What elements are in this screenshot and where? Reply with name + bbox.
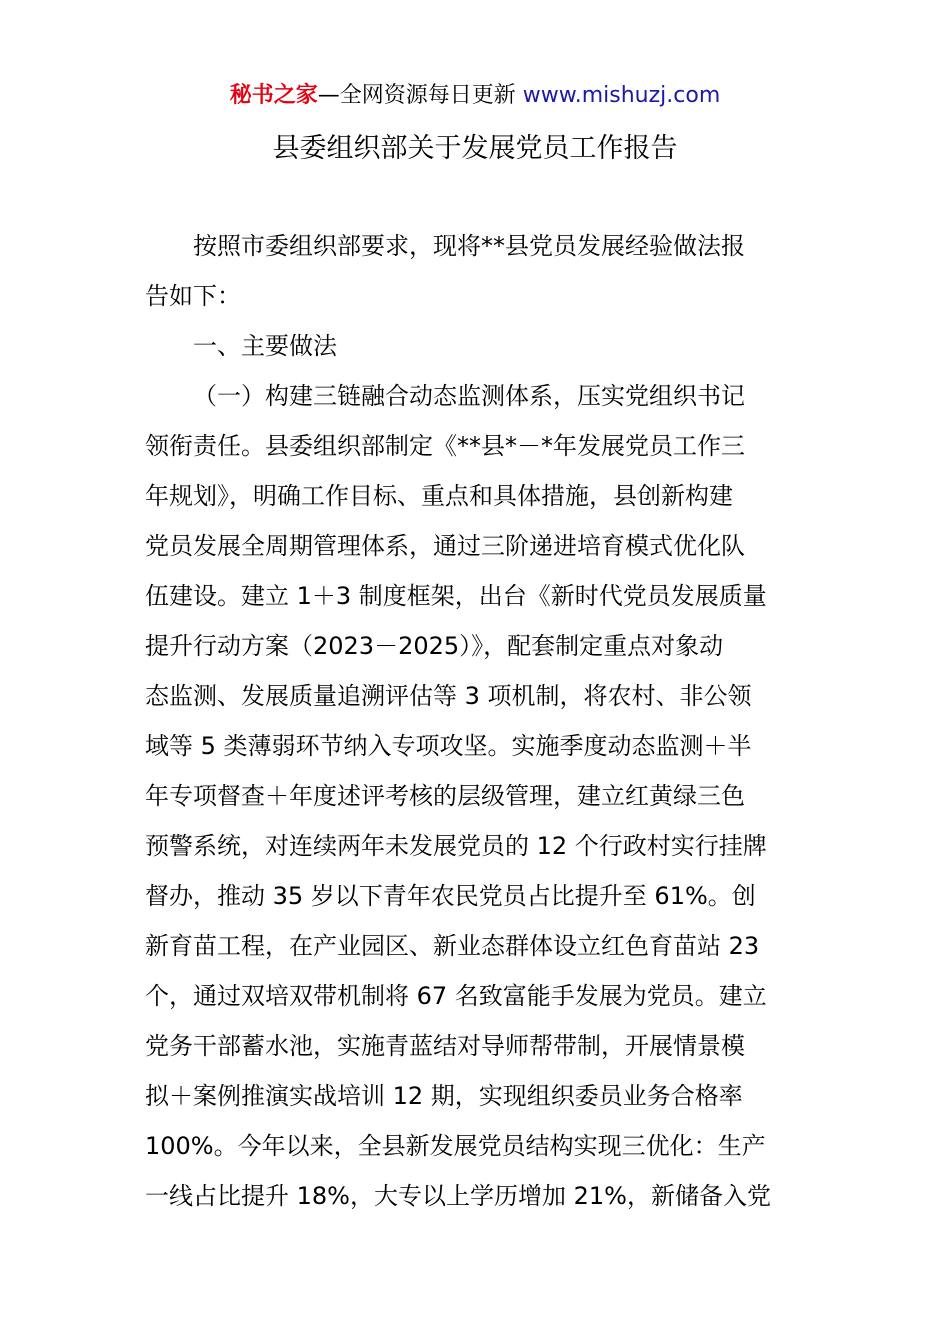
- site-url-link[interactable]: www.mishuzj.com: [522, 83, 721, 108]
- paragraph-line: 伍建设。建立 1＋3 制度框架，出台《新时代党员发展质量: [145, 582, 767, 610]
- paragraph-line: 党员发展全周期管理体系，通过三阶递进培育模式优化队: [145, 532, 745, 560]
- paragraph-line: 督办，推动 35 岁以下青年农民党员占比提升至 61%。创: [145, 882, 756, 910]
- subsection-heading: （一）构建三链融合动态监测体系，压实党组织书记: [193, 382, 745, 410]
- paragraph-line: 年规划》，明确工作目标、重点和具体措施，县创新构建: [145, 482, 733, 510]
- banner-slogan: —全网资源每日更新: [317, 83, 523, 108]
- section-heading: 一、主要做法: [193, 332, 337, 360]
- paragraph-line: 党务干部蓄水池，实施青蓝结对导师帮带制，开展情景模: [145, 1032, 745, 1060]
- paragraph-line: 领衔责任。县委组织部制定《**县*－*年发展党员工作三: [145, 432, 745, 460]
- document-title: 县委组织部关于发展党员工作报告: [272, 133, 678, 164]
- paragraph-line: 拟＋案例推演实战培训 12 期，实现组织委员业务合格率: [145, 1082, 743, 1110]
- paragraph-line: 告如下：: [145, 282, 241, 310]
- paragraph-line: 预警系统，对连续两年未发展党员的 12 个行政村实行挂牌: [145, 832, 767, 860]
- paragraph-line: 年专项督查＋年度述评考核的层级管理，建立红黄绿三色: [145, 782, 745, 810]
- document-body: [145, 221, 807, 1221]
- paragraph-line: 新育苗工程，在产业园区、新业态群体设立红色育苗站 23: [145, 932, 760, 960]
- paragraph-line: 提升行动方案（2023－2025）》，配套制定重点对象动: [145, 632, 724, 660]
- paragraph-line: 按照市委组织部要求，现将**县党员发展经验做法报: [193, 232, 745, 260]
- paragraph-line: 态监测、发展质量追溯评估等 3 项机制，将农村、非公领: [145, 682, 752, 710]
- paragraph-line: 个，通过双培双带机制将 67 名致富能手发展为党员。建立: [145, 982, 767, 1010]
- site-banner: [0, 80, 950, 112]
- paragraph-line: 域等 5 类薄弱环节纳入专项攻坚。实施季度动态监测＋半: [145, 732, 752, 760]
- paragraph-line: 一线占比提升 18%，大专以上学历增加 21%，新储备入党: [145, 1182, 771, 1210]
- paragraph-line: 100%。今年以来，全县新发展党员结构实现三优化：生产: [145, 1132, 766, 1160]
- brand-name: 秘书之家: [229, 83, 318, 108]
